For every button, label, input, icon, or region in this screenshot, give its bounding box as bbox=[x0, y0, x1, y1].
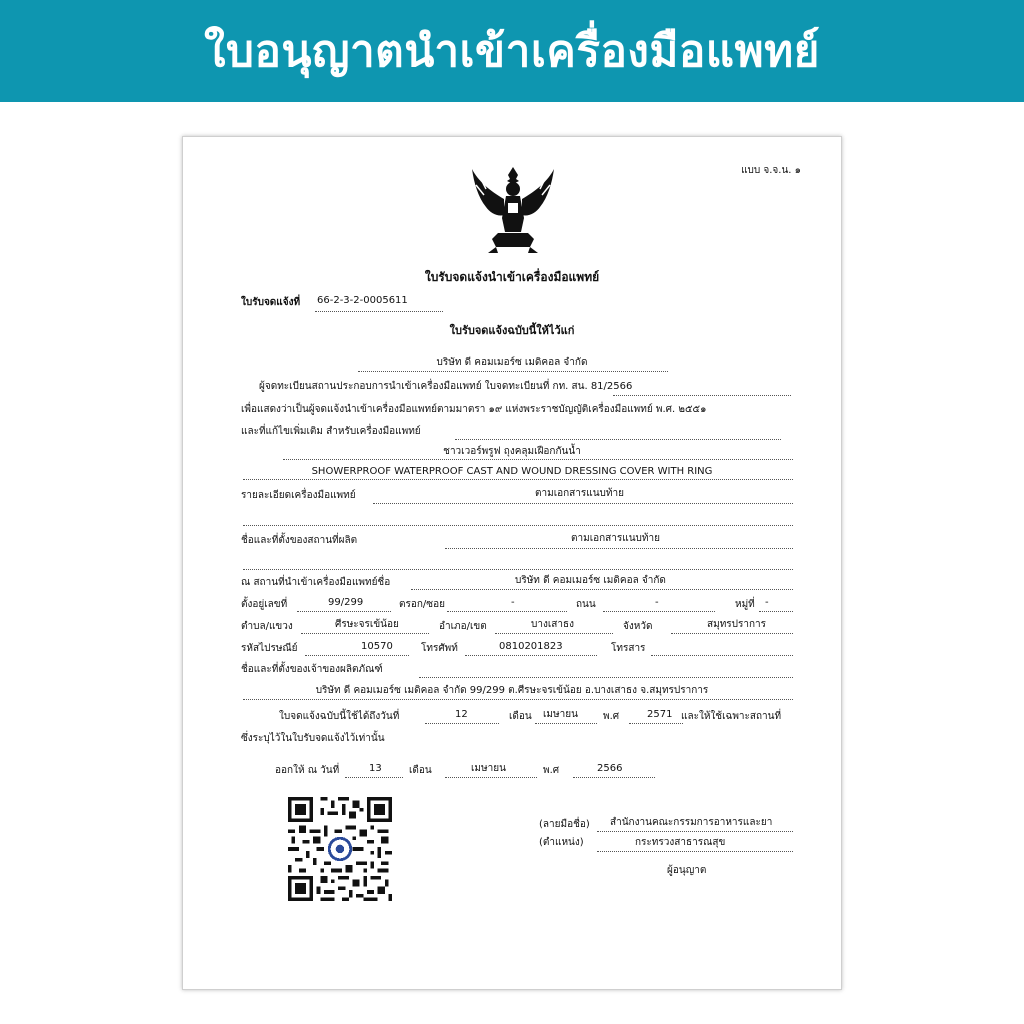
detail-label: รายละเอียดเครื่องมือแพทย์ bbox=[241, 490, 356, 501]
owner-label: ชื่อและที่ตั้งของเจ้าของผลิตภัณฑ์ bbox=[241, 664, 383, 675]
signature-value: สำนักงานคณะกรรมการอาหารและยา bbox=[610, 817, 773, 828]
validity-suffix: และให้ใช้เฉพาะสถานที่ bbox=[681, 711, 782, 722]
issued-year: 2566 bbox=[597, 763, 623, 774]
qr-code-icon[interactable] bbox=[288, 797, 392, 901]
district-label: อำเภอ/เขต bbox=[439, 621, 487, 632]
receipt-no: 66-2-3-2-0005611 bbox=[317, 295, 408, 306]
postcode-value: 10570 bbox=[361, 641, 393, 652]
manufacturer-label: ชื่อและที่ตั้งของสถานที่ผลิต bbox=[241, 535, 358, 546]
district-value: บางเสาธง bbox=[531, 619, 574, 630]
position-value: กระทรวงสาธารณสุข bbox=[635, 837, 726, 848]
validity-line-2: ซึ่งระบุไว้ในใบรับจดแจ้งไว้เท่านั้น bbox=[241, 733, 385, 744]
device-name-thai: ชาวเวอร์พรูฟ ถุงคลุมเฝือกกันน้ำ bbox=[443, 446, 581, 457]
alley-label: ตรอก/ซอย bbox=[399, 599, 445, 610]
valid-day: 12 bbox=[455, 709, 468, 720]
authorizer-label: ผู้อนุญาต bbox=[667, 865, 707, 876]
alley-value: - bbox=[511, 597, 515, 608]
subdistrict-label: ตำบล/แขวง bbox=[241, 621, 293, 632]
subdistrict-value: ศีรษะจรเข้น้อย bbox=[335, 619, 399, 630]
signature-label: (ลายมือชื่อ) bbox=[539, 819, 590, 830]
province-value: สมุทรปราการ bbox=[707, 619, 767, 630]
issued-year-label: พ.ศ bbox=[543, 765, 560, 776]
banner-title: ใบอนุญาตนำเข้าเครื่องมือแพทย์ bbox=[204, 26, 820, 77]
phone-value: 0810201823 bbox=[499, 641, 563, 652]
moo-label: หมู่ที่ bbox=[735, 599, 755, 610]
moo-value: - bbox=[765, 597, 769, 608]
issued-to-heading: ใบรับจดแจ้งฉบับนี้ให้ไว้แก่ bbox=[449, 324, 575, 337]
certificate-document bbox=[182, 136, 842, 990]
statement-line: เพื่อแสดงว่าเป็นผู้จดแจ้งนำเข้าเครื่องมือแพทย์ตามมาตรา ๑๙ แห่งพระราชบัญญัติเครื่องมือแพทย์ พ.ศ. ๒๕๕๑ bbox=[241, 404, 707, 415]
document-heading: ใบรับจดแจ้งนำเข้าเครื่องมือแพทย์ bbox=[424, 270, 600, 284]
receipt-no-label: ใบรับจดแจ้งที่ bbox=[241, 297, 301, 308]
issued-day: 13 bbox=[369, 763, 382, 774]
issued-label: ออกให้ ณ วันที่ bbox=[275, 765, 340, 776]
position-label: (ตำแหน่ง) bbox=[539, 837, 584, 848]
postcode-label: รหัสไปรษณีย์ bbox=[241, 643, 298, 654]
registrant-line: ผู้จดทะเบียนสถานประกอบการนำเข้าเครื่องมือแพทย์ ใบจดทะเบียนที่ กท. สน. 81/2566 bbox=[259, 381, 633, 392]
issued-month: เมษายน bbox=[471, 763, 506, 774]
address-no: 99/299 bbox=[328, 597, 364, 608]
form-code: แบบ จ.จ.น. ๑ bbox=[741, 165, 801, 176]
manufacturer-value: ตามเอกสารแนบท้าย bbox=[571, 533, 660, 544]
valid-year: 2571 bbox=[647, 709, 673, 720]
fax-label: โทรสาร bbox=[611, 643, 646, 654]
company-name: บริษัท ดี คอมเมอร์ซ เมดิคอล จำกัด bbox=[436, 357, 588, 368]
road-value: - bbox=[655, 597, 659, 608]
owner-value: บริษัท ดี คอมเมอร์ซ เมดิคอล จำกัด 99/299 ต.ศีรษะจรเข้น้อย อ.บางเสาธง จ.สมุทรปราการ bbox=[315, 685, 709, 696]
garuda-emblem-icon bbox=[468, 163, 558, 255]
amendment-line: และที่แก้ไขเพิ่มเติม สำหรับเครื่องมือแพทย์ bbox=[241, 426, 421, 437]
province-label: จังหวัด bbox=[623, 621, 653, 632]
import-place-label: ณ สถานที่นำเข้าเครื่องมือแพทย์ชื่อ bbox=[241, 577, 391, 588]
header-banner bbox=[0, 0, 1024, 102]
valid-month-label: เดือน bbox=[509, 711, 532, 722]
phone-label: โทรศัพท์ bbox=[421, 643, 458, 654]
address-no-label: ตั้งอยู่เลขที่ bbox=[241, 599, 288, 610]
issued-month-label: เดือน bbox=[409, 765, 432, 776]
validity-prefix: ใบจดแจ้งฉบับนี้ใช้ได้ถึงวันที่ bbox=[279, 711, 400, 722]
valid-year-label: พ.ศ bbox=[603, 711, 620, 722]
valid-month: เมษายน bbox=[543, 709, 578, 720]
import-place-value: บริษัท ดี คอมเมอร์ซ เมดิคอล จำกัด bbox=[515, 575, 666, 586]
road-label: ถนน bbox=[576, 599, 596, 610]
device-name-english: SHOWERPROOF WATERPROOF CAST AND WOUND DRESSING COVER WITH RING bbox=[311, 466, 713, 477]
detail-value: ตามเอกสารแนบท้าย bbox=[535, 488, 624, 499]
